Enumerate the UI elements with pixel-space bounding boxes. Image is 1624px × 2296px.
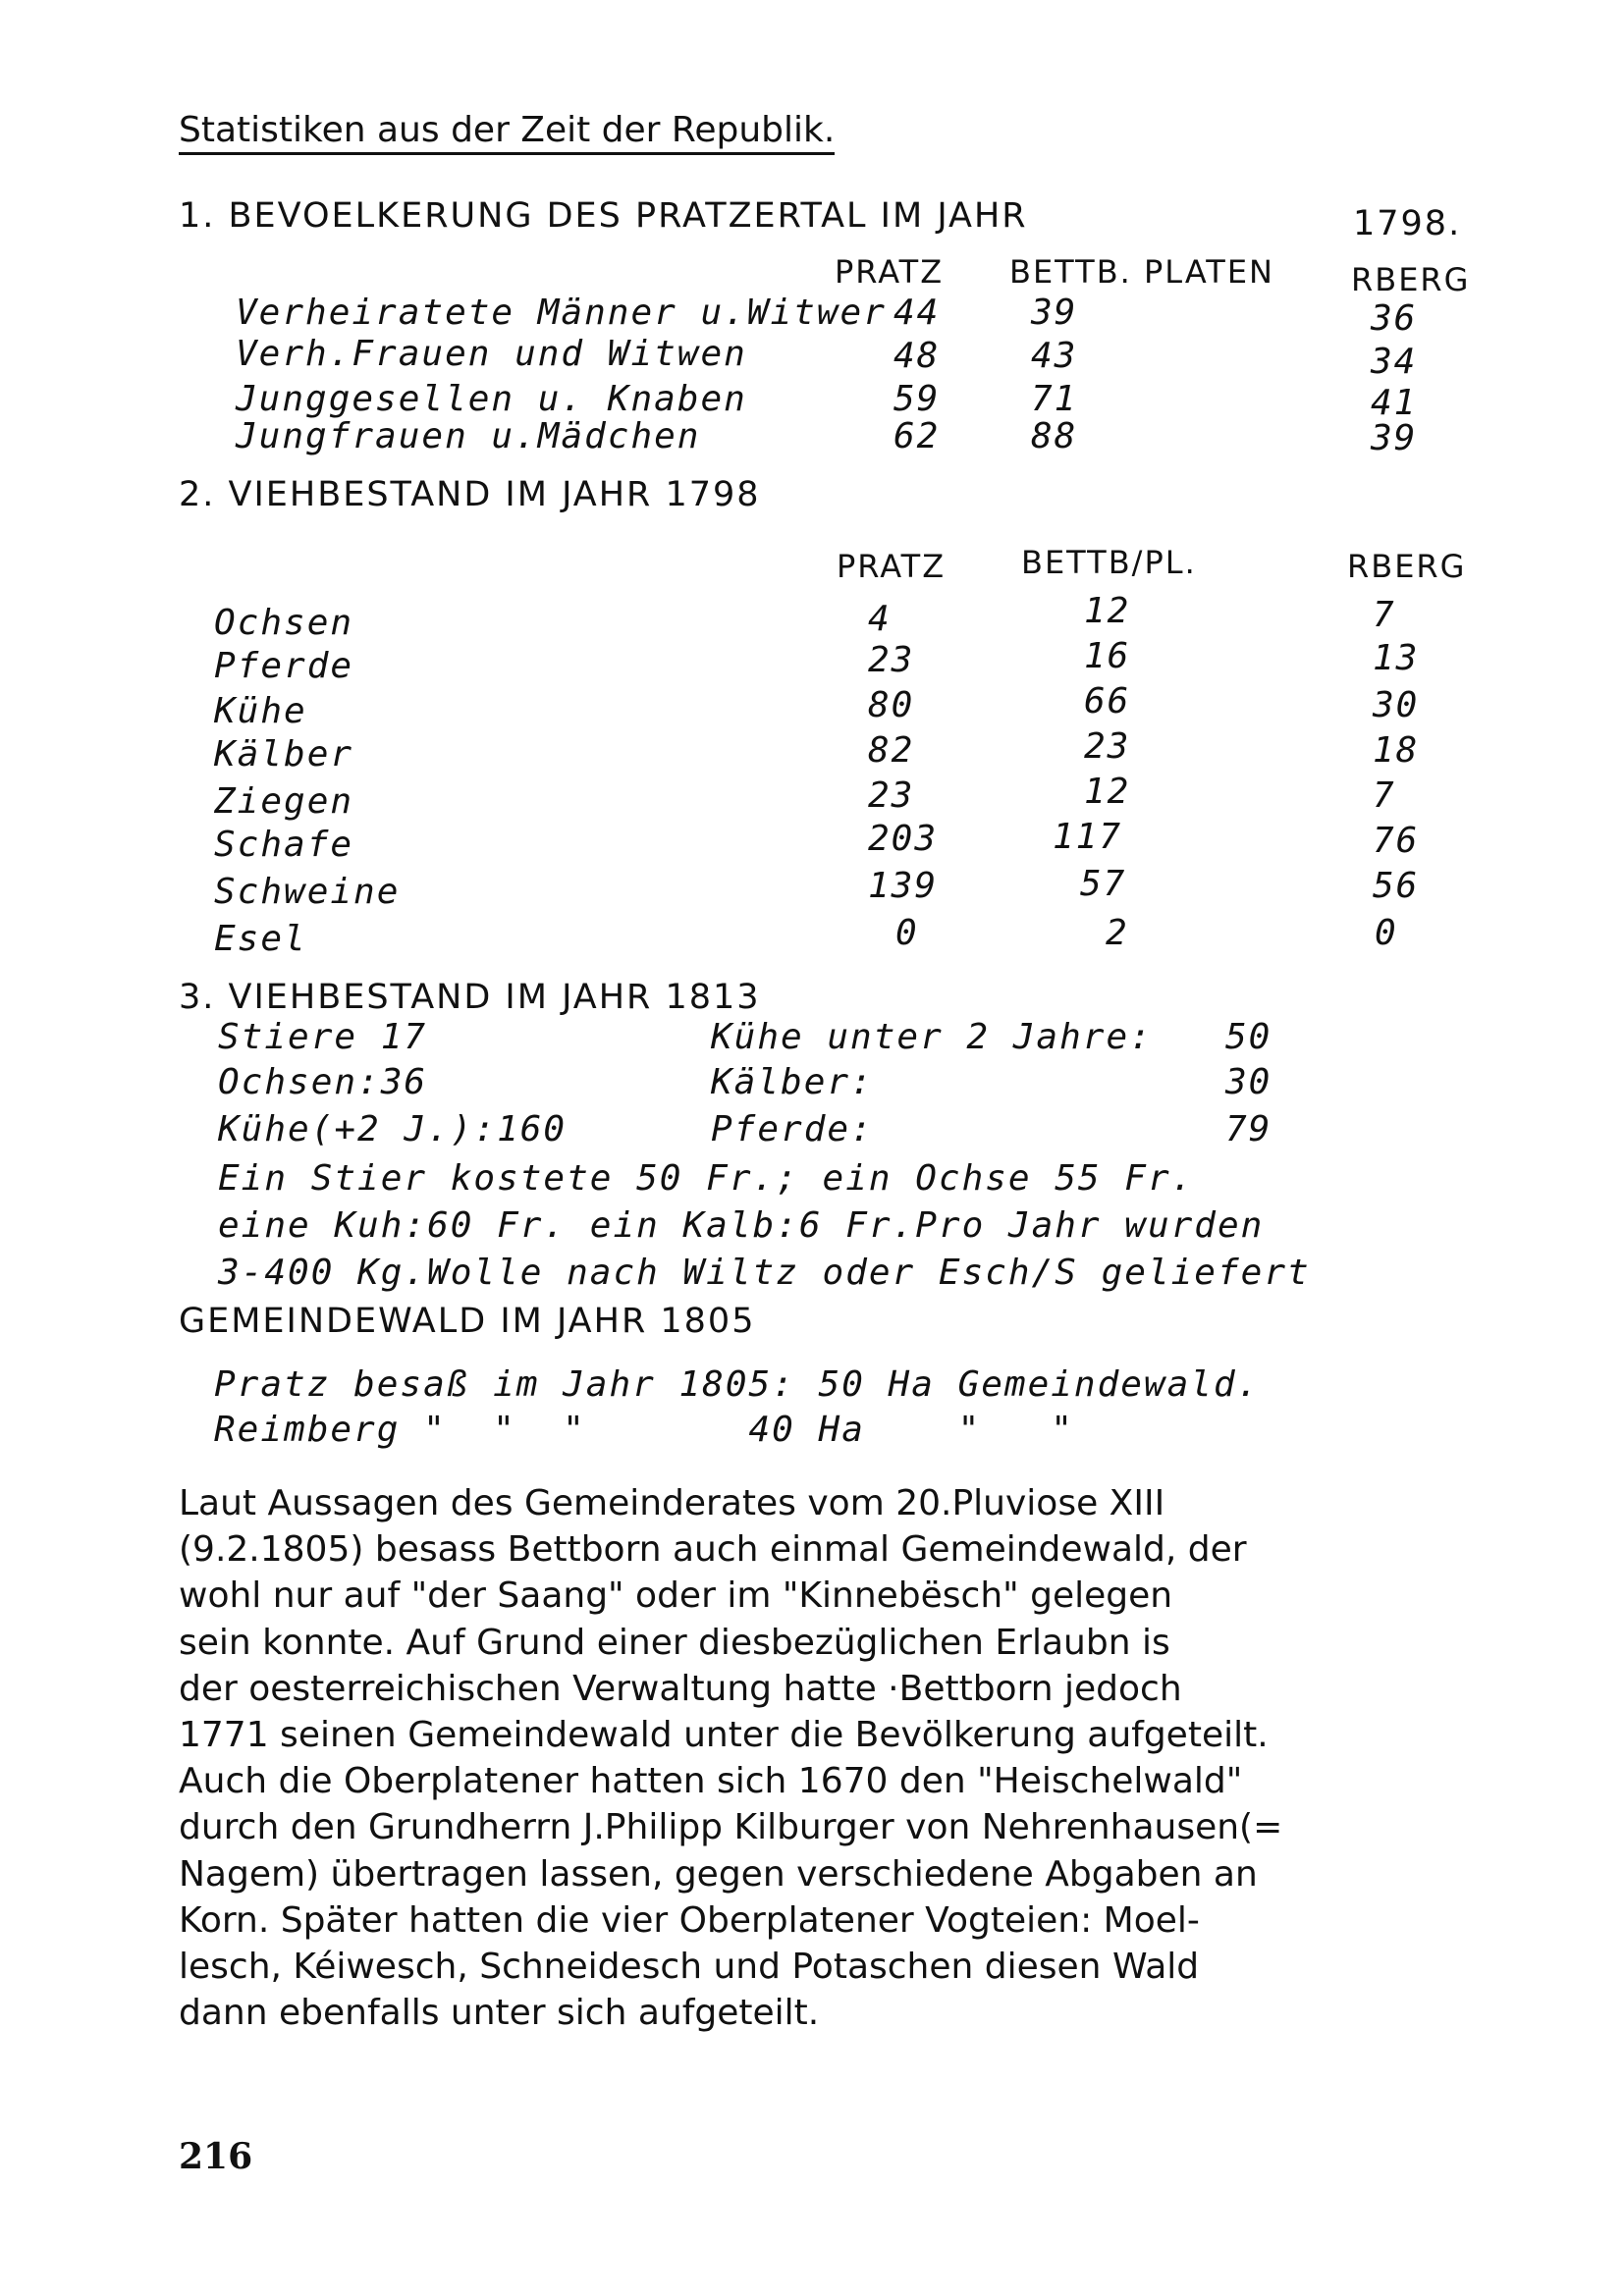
section2-row-label: Esel (214, 919, 307, 959)
section1-cell-bettb: 71 (1031, 379, 1078, 419)
section3-right-label: Kühe unter 2 Jahre: (711, 1017, 1153, 1057)
section3-heading: 3. VIEHBESTAND IM JAHR 1813 (179, 978, 761, 1017)
section1-row-label: Verheiratete Männer u.Witwer (236, 293, 887, 333)
section1-cell-bettb: 39 (1031, 293, 1078, 333)
section2-cell-pratz: 23 (868, 775, 915, 816)
paragraph-line: dann ebenfalls unter sich aufgeteilt. (179, 1993, 820, 2034)
section2-cell-pratz: 80 (868, 685, 915, 725)
page-title: Statistiken aus der Zeit der Republik. (179, 110, 835, 155)
section2-cell-bettb: 16 (1084, 636, 1131, 676)
section2-cell-rberg: 56 (1373, 866, 1420, 906)
section2-cell-rberg: 18 (1373, 730, 1420, 771)
section2-cell-rberg: 13 (1373, 638, 1420, 678)
section1-cell-rberg: 34 (1371, 342, 1418, 382)
section2-row-label: Schweine (214, 872, 401, 912)
paragraph-line: Laut Aussagen des Gemeinderates vom 20.Pluviose XIII (179, 1483, 1165, 1523)
section1-col-rberg: RBERG (1351, 261, 1471, 298)
section4-heading: GEMEINDEWALD IM JAHR 1805 (179, 1302, 756, 1341)
paragraph-line: Korn. Später hatten die vier Oberplatener Vogteien: Moel- (179, 1899, 1200, 1941)
section2-row-label: Kälber (214, 734, 354, 774)
section2-col-rberg: RBERG (1347, 548, 1467, 585)
section1-row-label: Verh.Frauen und Witwen (236, 334, 747, 374)
section2-cell-bettb: 2 (1106, 913, 1129, 953)
section3-left-item: Stiere 17 (218, 1017, 428, 1057)
section1-col-bettb-platen: BETTB. PLATEN (1009, 253, 1274, 291)
section2-col-bettb-pl: BETTB/PL. (1021, 544, 1197, 581)
paragraph-line: sein konnte. Auf Grund einer diesbezüglichen Erlaubn is (179, 1622, 1170, 1663)
section2-cell-pratz: 0 (895, 913, 919, 953)
section1-heading: 1. BEVOELKERUNG DES PRATZERTAL IM JAHR (179, 196, 1028, 236)
section3-left-item: Kühe(+2 J.):160 (218, 1109, 568, 1149)
section2-cell-rberg: 0 (1375, 913, 1398, 953)
section3-right-label: Pferde: (711, 1109, 874, 1149)
paragraph-line: der oesterreichischen Verwaltung hatte ·Bettborn jedoch (179, 1668, 1182, 1709)
page-number: 216 (179, 2136, 253, 2177)
section2-row-label: Ochsen (214, 603, 354, 643)
paragraph-line: (9.2.1805) besass Bettborn auch einmal Gemeindewald, der (179, 1529, 1247, 1571)
section2-cell-rberg: 30 (1373, 685, 1420, 725)
section2-cell-bettb: 12 (1084, 772, 1131, 812)
section1-row-label: Junggesellen u. Knaben (236, 379, 747, 419)
section2-cell-bettb: 117 (1053, 817, 1123, 857)
section1-cell-pratz: 44 (893, 293, 941, 333)
section1-cell-bettb: 88 (1031, 416, 1078, 456)
section2-cell-pratz: 4 (868, 599, 892, 639)
section3-note: Ein Stier kostete 50 Fr.; ein Ochse 55 Fr. (218, 1158, 1195, 1199)
section1-cell-bettb: 43 (1031, 336, 1078, 376)
section2-cell-pratz: 23 (868, 640, 915, 680)
section4-line: Pratz besaß im Jahr 1805: 50 Ha Gemeindewald. (214, 1364, 1261, 1405)
section3-left-item: Ochsen:36 (218, 1062, 428, 1102)
section1-cell-rberg: 36 (1371, 298, 1418, 339)
section3-note: eine Kuh:60 Fr. ein Kalb:6 Fr.Pro Jahr wurden (218, 1205, 1265, 1246)
section2-row-label: Pferde (214, 646, 354, 686)
section2-cell-pratz: 139 (868, 866, 939, 906)
paragraph-line: durch den Grundherrn J.Philipp Kilburger von Nehrenhausen(= (179, 1807, 1283, 1848)
section2-cell-bettb: 66 (1084, 681, 1131, 721)
paragraph-line: wohl nur auf "der Saang" oder im "Kinnebësch" gelegen (179, 1575, 1173, 1617)
paragraph-line: Nagem) übertragen lassen, gegen verschiedene Abgaben an (179, 1853, 1258, 1895)
section2-cell-rberg: 7 (1373, 775, 1396, 816)
section2-row-label: Kühe (214, 691, 307, 731)
paragraph-line: Auch die Oberplatener hatten sich 1670 den "Heischelwald" (179, 1761, 1243, 1802)
section2-cell-pratz: 203 (868, 819, 939, 859)
section2-cell-bettb: 57 (1080, 864, 1127, 904)
section2-cell-bettb: 23 (1084, 726, 1131, 767)
section1-col-pratz: PRATZ (835, 253, 945, 291)
section2-cell-rberg: 7 (1373, 595, 1396, 635)
paragraph-line: 1771 seinen Gemeindewald unter die Bevölkerung aufgeteilt. (179, 1714, 1269, 1755)
section3-note: 3-400 Kg.Wolle nach Wiltz oder Esch/S geliefert (218, 1253, 1311, 1293)
section1-cell-rberg: 39 (1371, 418, 1418, 458)
body-paragraph (179, 1480, 1463, 2036)
section1-year: 1798. (1353, 204, 1462, 243)
section4-line: Reimberg " " " 40 Ha " " (214, 1410, 1074, 1450)
section3-right-value: 30 (1225, 1062, 1272, 1102)
paragraph-line: lesch, Kéiwesch, Schneidesch und Potaschen diesen Wald (179, 1946, 1200, 1987)
section2-col-pratz: PRATZ (837, 548, 947, 585)
section2-cell-rberg: 76 (1373, 821, 1420, 861)
section2-row-label: Schafe (214, 825, 354, 865)
section3-right-value: 79 (1225, 1109, 1272, 1149)
section1-cell-pratz: 59 (893, 379, 941, 419)
section3-right-value: 50 (1225, 1017, 1272, 1057)
section2-cell-bettb: 12 (1084, 591, 1131, 631)
section2-cell-pratz: 82 (868, 730, 915, 771)
section1-cell-pratz: 48 (893, 336, 941, 376)
section2-heading: 2. VIEHBESTAND IM JAHR 1798 (179, 475, 761, 514)
section1-cell-rberg: 41 (1371, 383, 1418, 423)
section3-right-label: Kälber: (711, 1062, 874, 1102)
section1-row-label: Jungfrauen u.Mädchen (236, 416, 701, 456)
section2-row-label: Ziegen (214, 781, 354, 822)
section1-cell-pratz: 62 (893, 416, 941, 456)
